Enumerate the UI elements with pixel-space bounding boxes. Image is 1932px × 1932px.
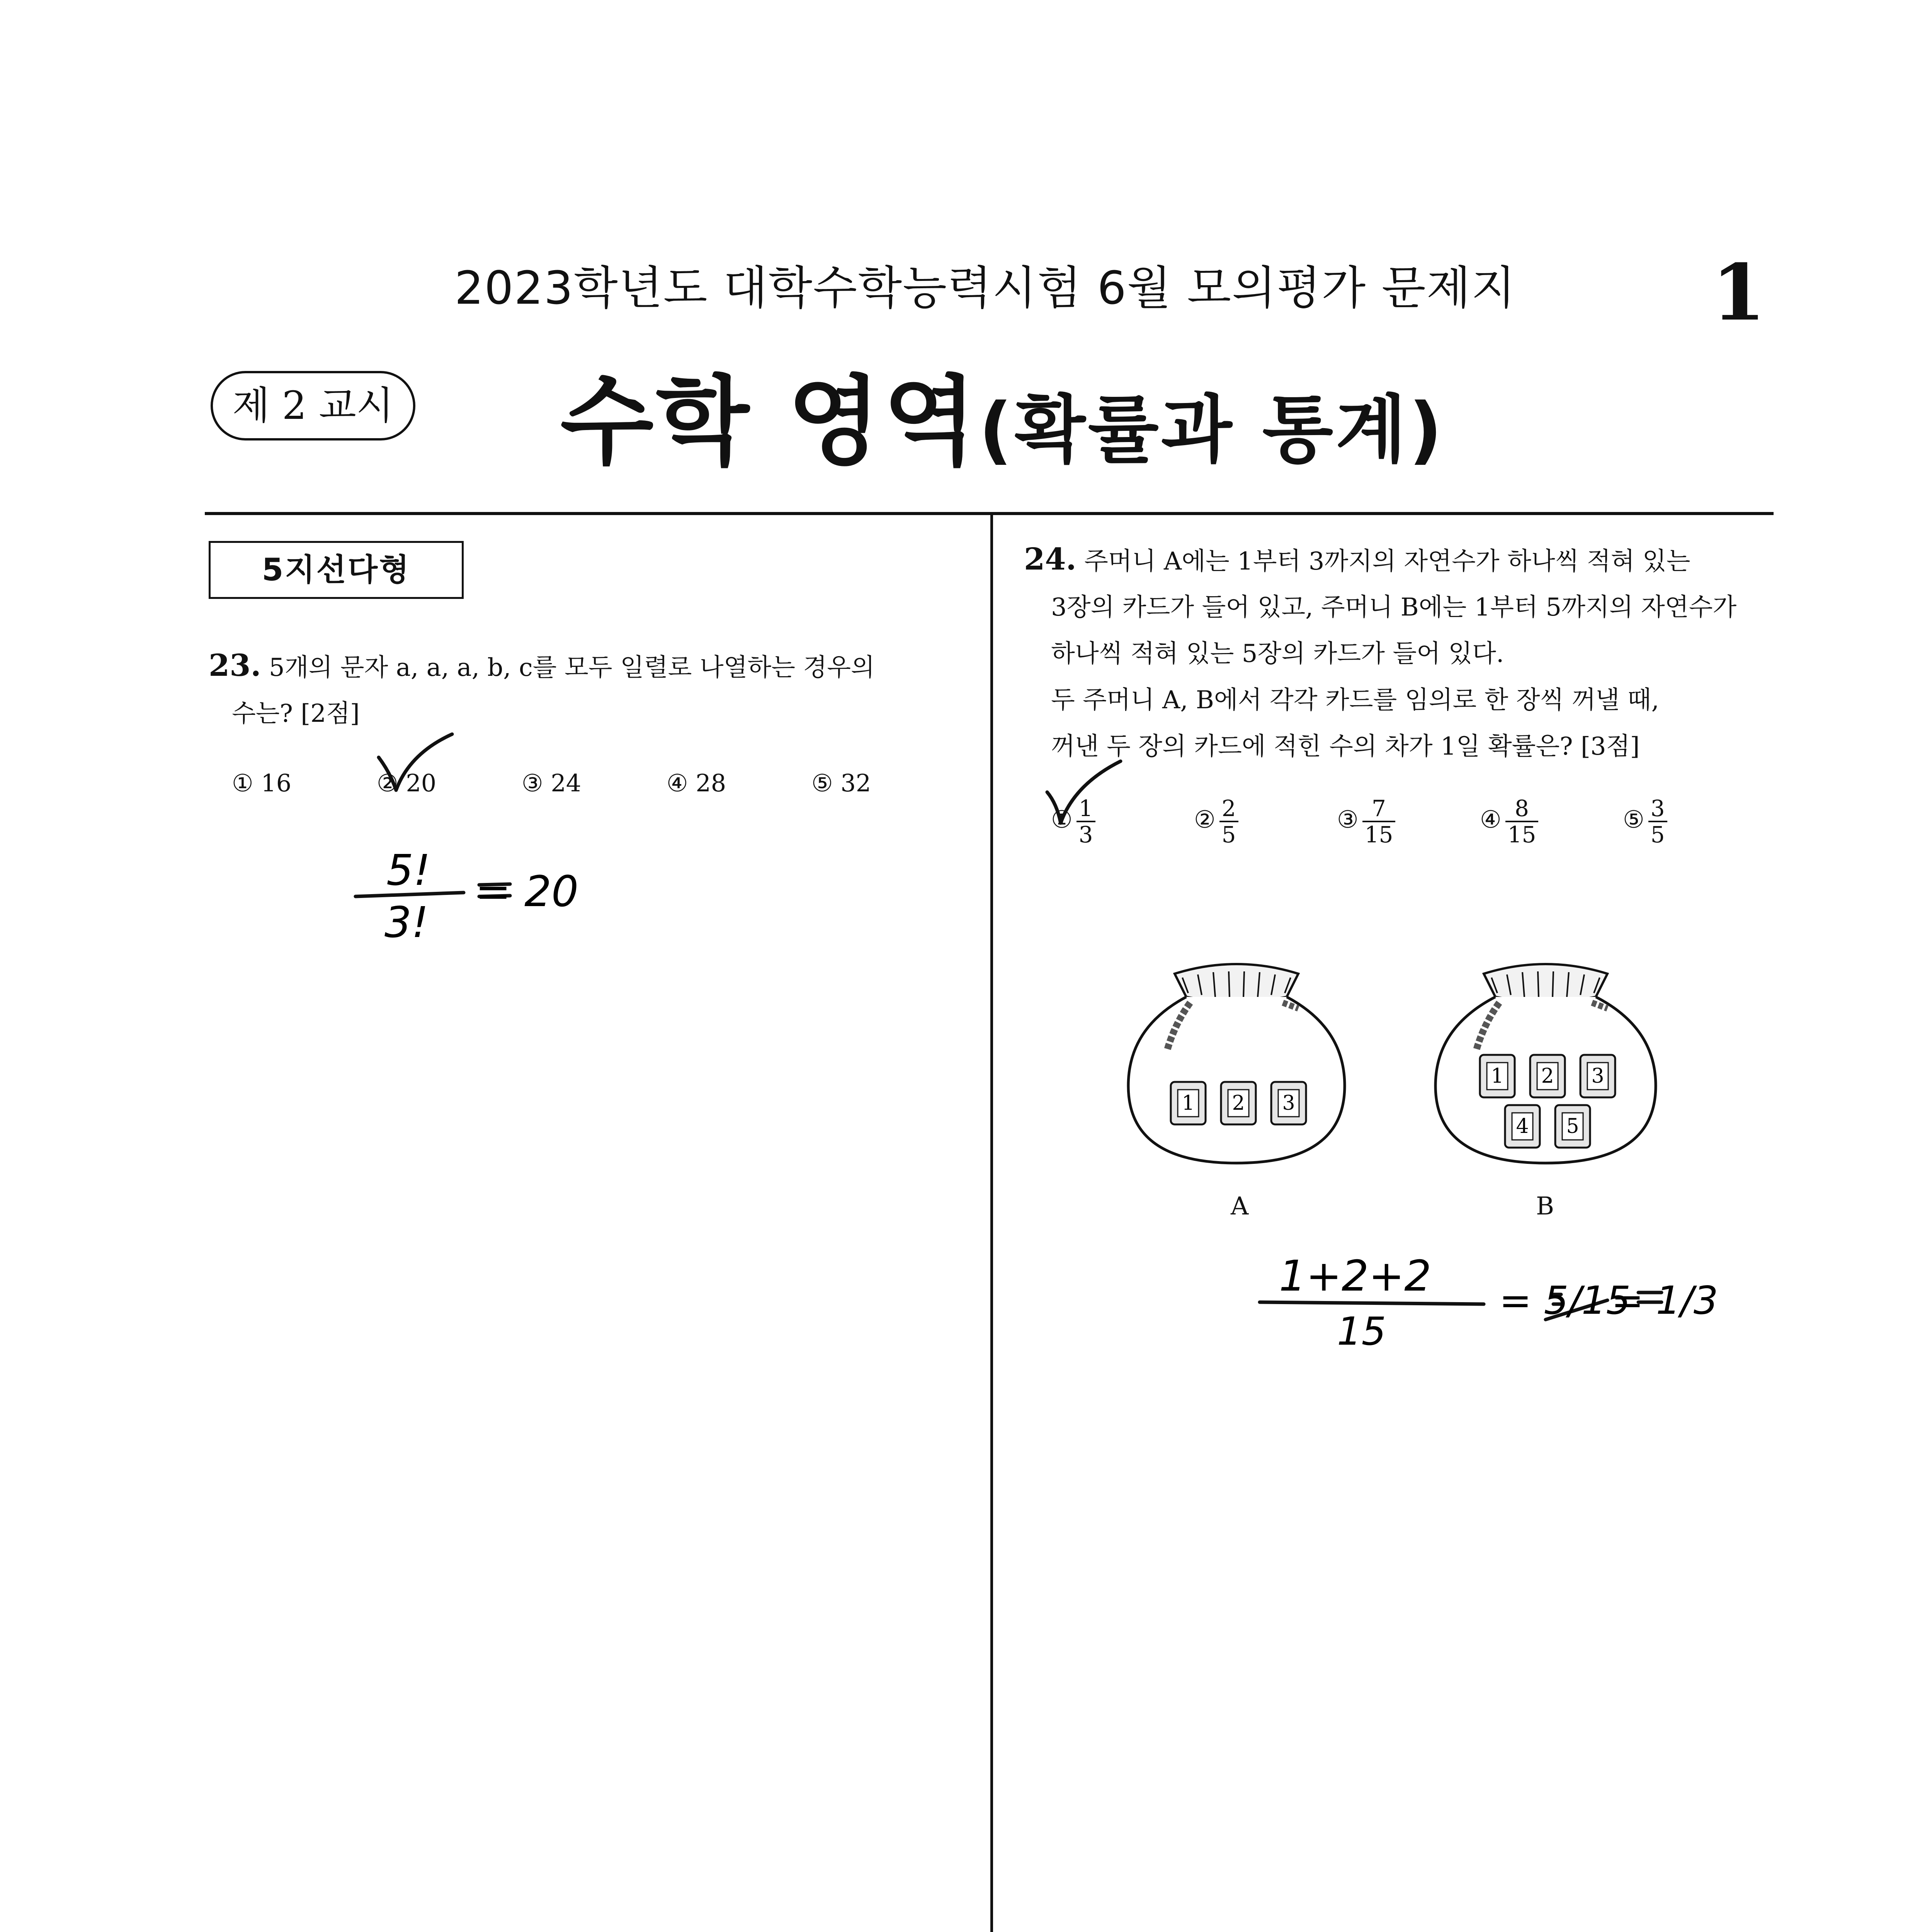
section-label: 5지선다형 — [209, 541, 464, 599]
card-label: 3 — [1282, 1092, 1295, 1115]
choice-4[interactable] — [1480, 796, 1538, 847]
fraction — [1362, 796, 1396, 847]
bag-b-illustration — [1426, 939, 1673, 1179]
card — [1555, 1105, 1590, 1148]
handwritten-eq1: = 5/15 — [1499, 1278, 1631, 1323]
denominator: 15 — [1507, 821, 1536, 848]
choice-mark: ② — [377, 769, 398, 797]
question-text-line: 수는? [2점] — [232, 699, 360, 728]
card-label: 2 — [1541, 1065, 1554, 1088]
question-24 — [1024, 535, 1690, 586]
choice-mark: ① — [1051, 805, 1073, 834]
choice-mark: ④ — [667, 769, 688, 797]
card-label: 1 — [1491, 1065, 1504, 1088]
denominator: 3 — [1078, 821, 1093, 848]
choice-mark: ⑤ — [1623, 805, 1645, 834]
checkmark-icon — [1043, 757, 1128, 835]
card — [1530, 1055, 1565, 1097]
choice-5[interactable] — [811, 769, 871, 797]
subject-main: 수학 영역 — [560, 366, 979, 478]
card — [1480, 1055, 1515, 1097]
handwritten-num: 1+2+2 — [1279, 1251, 1432, 1301]
choice-value: 28 — [696, 769, 726, 797]
choice-2[interactable] — [1194, 796, 1238, 847]
choice-4[interactable] — [667, 769, 726, 797]
card-label: 2 — [1232, 1092, 1245, 1115]
choice-value: 24 — [551, 769, 582, 797]
question-text-line: 꺼낸 두 장의 카드에 적힌 수의 차가 1일 확률은? [3점] — [1051, 732, 1640, 761]
page-number: 1 — [1712, 247, 1766, 338]
card-label: 3 — [1591, 1065, 1604, 1088]
choice-mark: ③ — [522, 769, 543, 797]
choice-mark: ② — [1194, 805, 1216, 834]
header-divider — [205, 512, 1774, 515]
handwritten-result: = 20 — [475, 867, 579, 916]
question-23 — [209, 641, 875, 692]
card — [1221, 1082, 1256, 1124]
card-label: 5 — [1566, 1115, 1579, 1138]
fraction — [1219, 796, 1238, 847]
choice-value: 16 — [261, 769, 292, 797]
question-text-line: 두 주머니 A, B에서 각각 카드를 임의로 한 장씩 꺼낼 때, — [1051, 686, 1659, 714]
checkmark-icon — [375, 726, 460, 804]
question-text-line: 주머니 A에는 1부터 3까지의 자연수가 하나씩 적혀 있는 — [1084, 547, 1690, 576]
card — [1171, 1082, 1206, 1124]
question-text-line: 하나씩 적혀 있는 5장의 카드가 들어 있다. — [1051, 639, 1504, 668]
card-label: 4 — [1516, 1115, 1529, 1138]
bag-a-illustration — [1121, 939, 1360, 1179]
bag-a-label: A — [1231, 1192, 1249, 1221]
numerator: 3 — [1648, 796, 1667, 822]
choice-mark: ③ — [1337, 805, 1359, 834]
question-number: 23. — [209, 648, 261, 683]
numerator: 7 — [1362, 796, 1396, 822]
handwritten-num: 5! — [386, 845, 431, 895]
subject-sub: (확률과 통계) — [979, 387, 1445, 473]
handwritten-work-q23 — [348, 842, 579, 947]
handwritten-den: 3! — [384, 898, 429, 947]
denominator: 5 — [1221, 821, 1236, 848]
bag-b-label: B — [1536, 1192, 1554, 1221]
period-badge: 제 2 교시 — [211, 371, 415, 440]
handwritten-eq2: = 1/3 — [1611, 1278, 1718, 1323]
numerator: 8 — [1505, 796, 1539, 822]
column-divider — [990, 512, 993, 1932]
card — [1580, 1055, 1615, 1097]
choice-value: 20 — [406, 769, 437, 797]
denominator: 5 — [1650, 821, 1665, 848]
question-text-line: 3장의 카드가 들어 있고, 주머니 B에는 1부터 5까지의 자연수가 — [1051, 593, 1737, 622]
choice-1[interactable] — [232, 769, 291, 797]
choice-mark: ⑤ — [811, 769, 833, 797]
card-label: 1 — [1182, 1092, 1195, 1115]
fraction — [1648, 796, 1667, 847]
card — [1505, 1105, 1540, 1148]
choice-mark: ④ — [1480, 805, 1502, 834]
handwritten-den: 15 — [1337, 1309, 1386, 1354]
numerator: 1 — [1077, 796, 1095, 822]
choice-value: 32 — [840, 769, 871, 797]
handwritten-work-q24 — [1252, 1248, 1716, 1372]
card — [1271, 1082, 1306, 1124]
exam-title: 2023학년도 대학수학능력시험 6월 모의평가 문제지 — [454, 261, 1516, 315]
subject-title — [560, 344, 1445, 483]
question-text-line: 5개의 문자 a, a, a, b, c를 모두 일렬로 나열하는 경우의 — [269, 653, 875, 682]
choice-mark: ① — [232, 769, 253, 797]
denominator: 15 — [1364, 821, 1393, 848]
choice-5[interactable] — [1623, 796, 1667, 847]
choice-3[interactable] — [1337, 796, 1395, 847]
question-number: 24. — [1024, 542, 1077, 577]
numerator: 2 — [1219, 796, 1238, 822]
choice-3[interactable] — [522, 769, 581, 797]
fraction — [1505, 796, 1539, 847]
